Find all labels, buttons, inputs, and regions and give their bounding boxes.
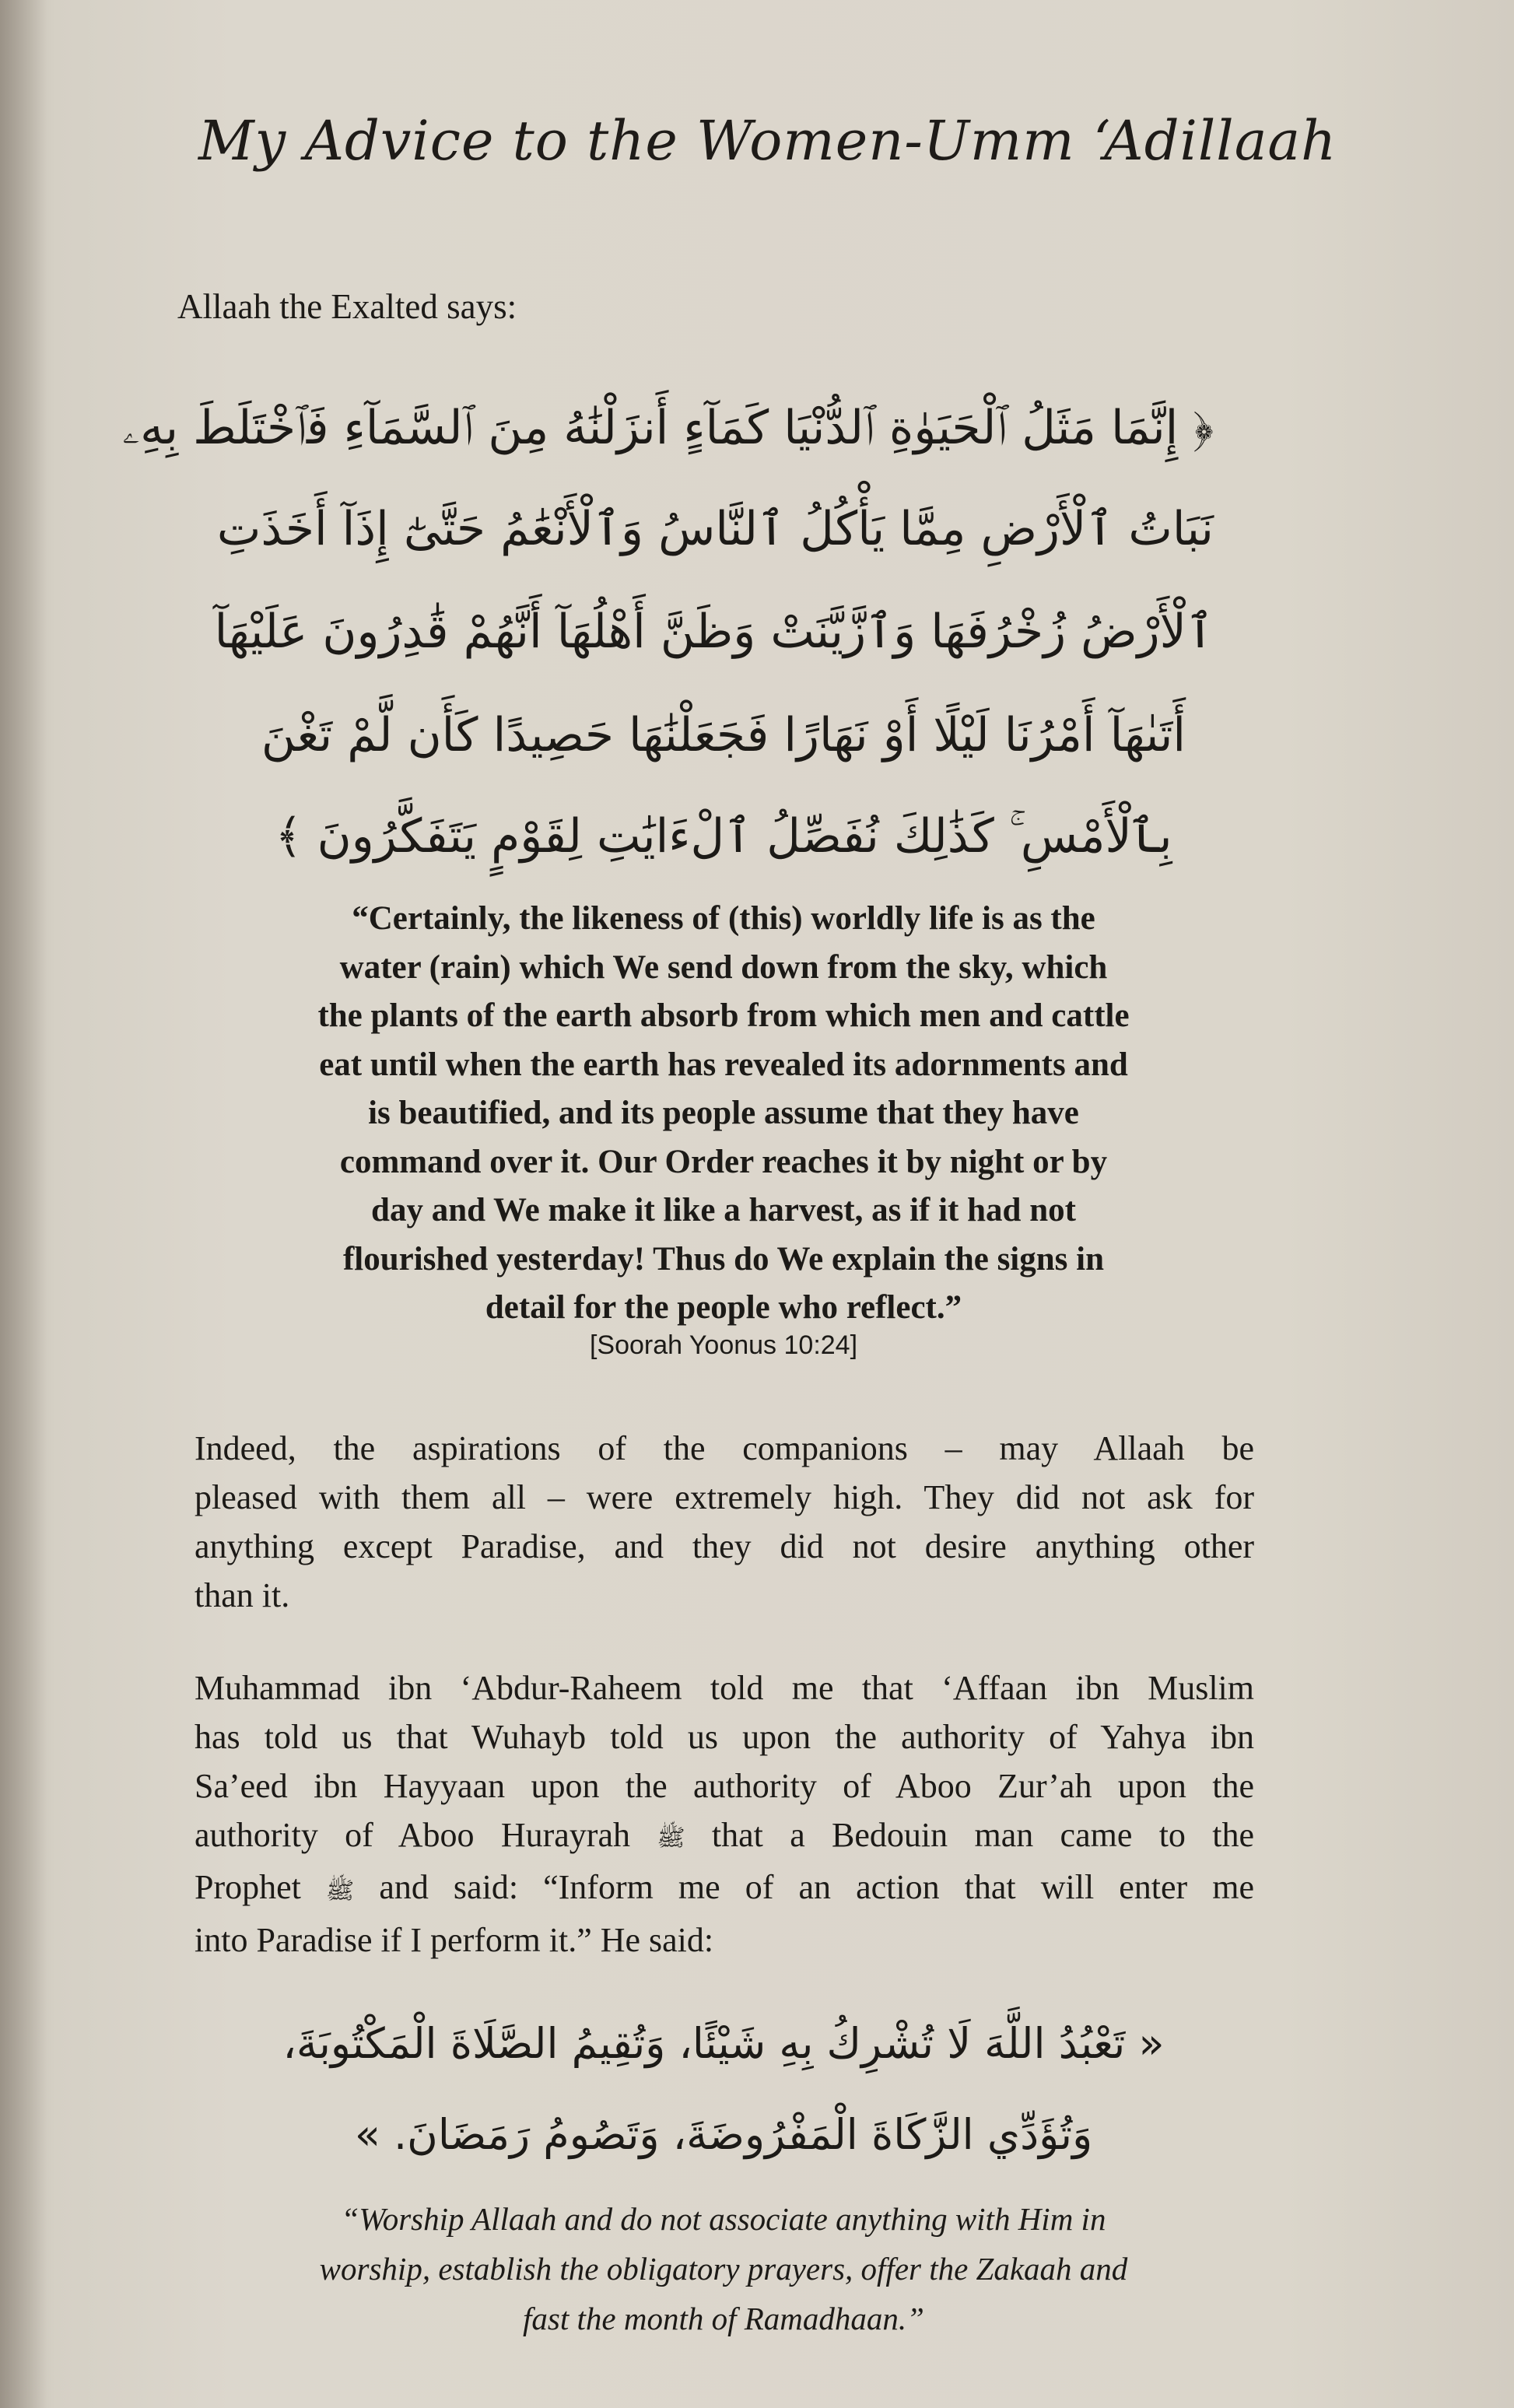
translation-line: detail for the people who reflect.” [485, 1289, 962, 1326]
paragraph-line [195, 1810, 1254, 1863]
honorific-symbol: ﷺ [657, 1825, 685, 1852]
translation-line: command over it. Our Order reaches it by night or by [339, 1143, 1108, 1180]
hadith-translation [218, 2194, 1229, 2343]
verse-citation: [Soorah Yoonus 10:24] [589, 1330, 858, 1360]
quran-arabic-line: ٱلْأَرْضُ زُخْرُفَهَا وَٱزَّيَّنَتْ وَظَنَّ أَهْلُهَآ أَنَّهُمْ قَٰدِرُونَ عَلَيْهَآ [214, 605, 1214, 659]
paragraph-line: anything except Paradise, and they did not desire anything other [195, 1527, 1254, 1565]
line-text: Prophet [195, 1868, 301, 1907]
paragraph-line [195, 1863, 1254, 1915]
translation-line: water (rain) which We send down from the sky, which [339, 948, 1108, 986]
paragraph-line: than it. [195, 1576, 290, 1614]
line-text: and said: “Inform me of an action that will enter me [379, 1868, 1255, 1907]
hadith-translation-line: worship, establish the obligatory prayers, offer the Zakaah and [319, 2251, 1128, 2287]
quran-arabic-line: بِٱلْأَمْسِ ۚ كَذَٰلِكَ نُفَصِّلُ ٱلْءَايَٰتِ لِقَوْمٍ يَتَفَكَّرُونَ ﴾ [275, 809, 1172, 864]
paragraph-line: has told us that Wuhayb told us upon the authority of Yahya ibn [195, 1718, 1254, 1756]
hadith-translation-line: “Worship Allaah and do not associate anything with Him in [341, 2201, 1106, 2237]
quran-arabic-line: أَتَىٰهَآ أَمْرُنَا لَيْلًا أَوْ نَهَارًا فَجَعَلْنَٰهَا حَصِيدًا كَأَن لَّمْ تَغْنَ [261, 708, 1186, 762]
paragraph-line: Sa’eed ibn Hayyaan upon the authority of Aboo Zur’ah upon the [195, 1767, 1254, 1805]
intro-line: Allaah the Exalted says: [177, 287, 517, 326]
translation-line: day and We make it like a harvest, as if it had not [371, 1192, 1076, 1229]
quran-arabic-verse [122, 401, 1214, 887]
translation-line: flourished yesterday! Thus do We explain the signs in [342, 1240, 1105, 1278]
paragraph-line: into Paradise if I perform it.” He said: [195, 1920, 714, 1959]
running-header-title: My Advice to the Women-Umm ‘Adillaah [198, 109, 1337, 173]
translation-line: is beautified, and its people assume that they have [368, 1095, 1079, 1131]
hadith-arabic-line: وَتُؤَدِّي الزَّكَاةَ الْمَفْرُوضَةَ، وَتَصُومُ رَمَضَانَ. » [354, 2110, 1093, 2159]
hadith-arabic-line: « تَعْبُدُ اللَّهَ لَا تُشْرِكُ بِهِ شَيْئًا، وَتُقِيمُ الصَّلَاةَ الْمَكْتُوبَةَ، [282, 2019, 1165, 2068]
paragraph-line: pleased with them all – were extremely high. They did not ask for [195, 1478, 1254, 1516]
line-text: that a Bedouin man came to the [711, 1816, 1255, 1854]
paragraph-companions [195, 1424, 1254, 1620]
quran-arabic-line: نَبَاتُ ٱلْأَرْضِ مِمَّا يَأْكُلُ ٱلنَّاسُ وَٱلْأَنْعَٰمُ حَتَّىٰٓ إِذَآ أَخَذَتِ [216, 502, 1214, 556]
quran-translation [218, 895, 1229, 1333]
paragraph-narration [195, 1663, 1254, 1965]
translation-line: eat until when the earth has revealed its adornments and [319, 1046, 1128, 1083]
page-gutter-shadow [0, 0, 47, 2408]
quran-arabic-line: ﴿ إِنَّمَا مَثَلُ ٱلْحَيَوٰةِ ٱلدُّنْيَا كَمَآءٍ أَنزَلْنَٰهُ مِنَ ٱلسَّمَآءِ فَٱخْتَلَطَ بِهِۦ [122, 401, 1214, 455]
translation-line: “Certainly, the likeness of (this) worldly life is as the [352, 900, 1095, 937]
honorific-symbol: ﷺ [325, 1877, 355, 1904]
paragraph-line: Muhammad ibn ‘Abdur-Raheem told me that ‘Affaan ibn Muslim [195, 1669, 1254, 1707]
hadith-translation-line: fast the month of Ramadhaan.” [523, 2301, 924, 2336]
paragraph-line: Indeed, the aspirations of the companions – may Allaah be [195, 1429, 1254, 1467]
line-text: authority of Aboo Hurayrah [195, 1816, 630, 1854]
translation-line: the plants of the earth absorb from which men and cattle [317, 997, 1130, 1034]
